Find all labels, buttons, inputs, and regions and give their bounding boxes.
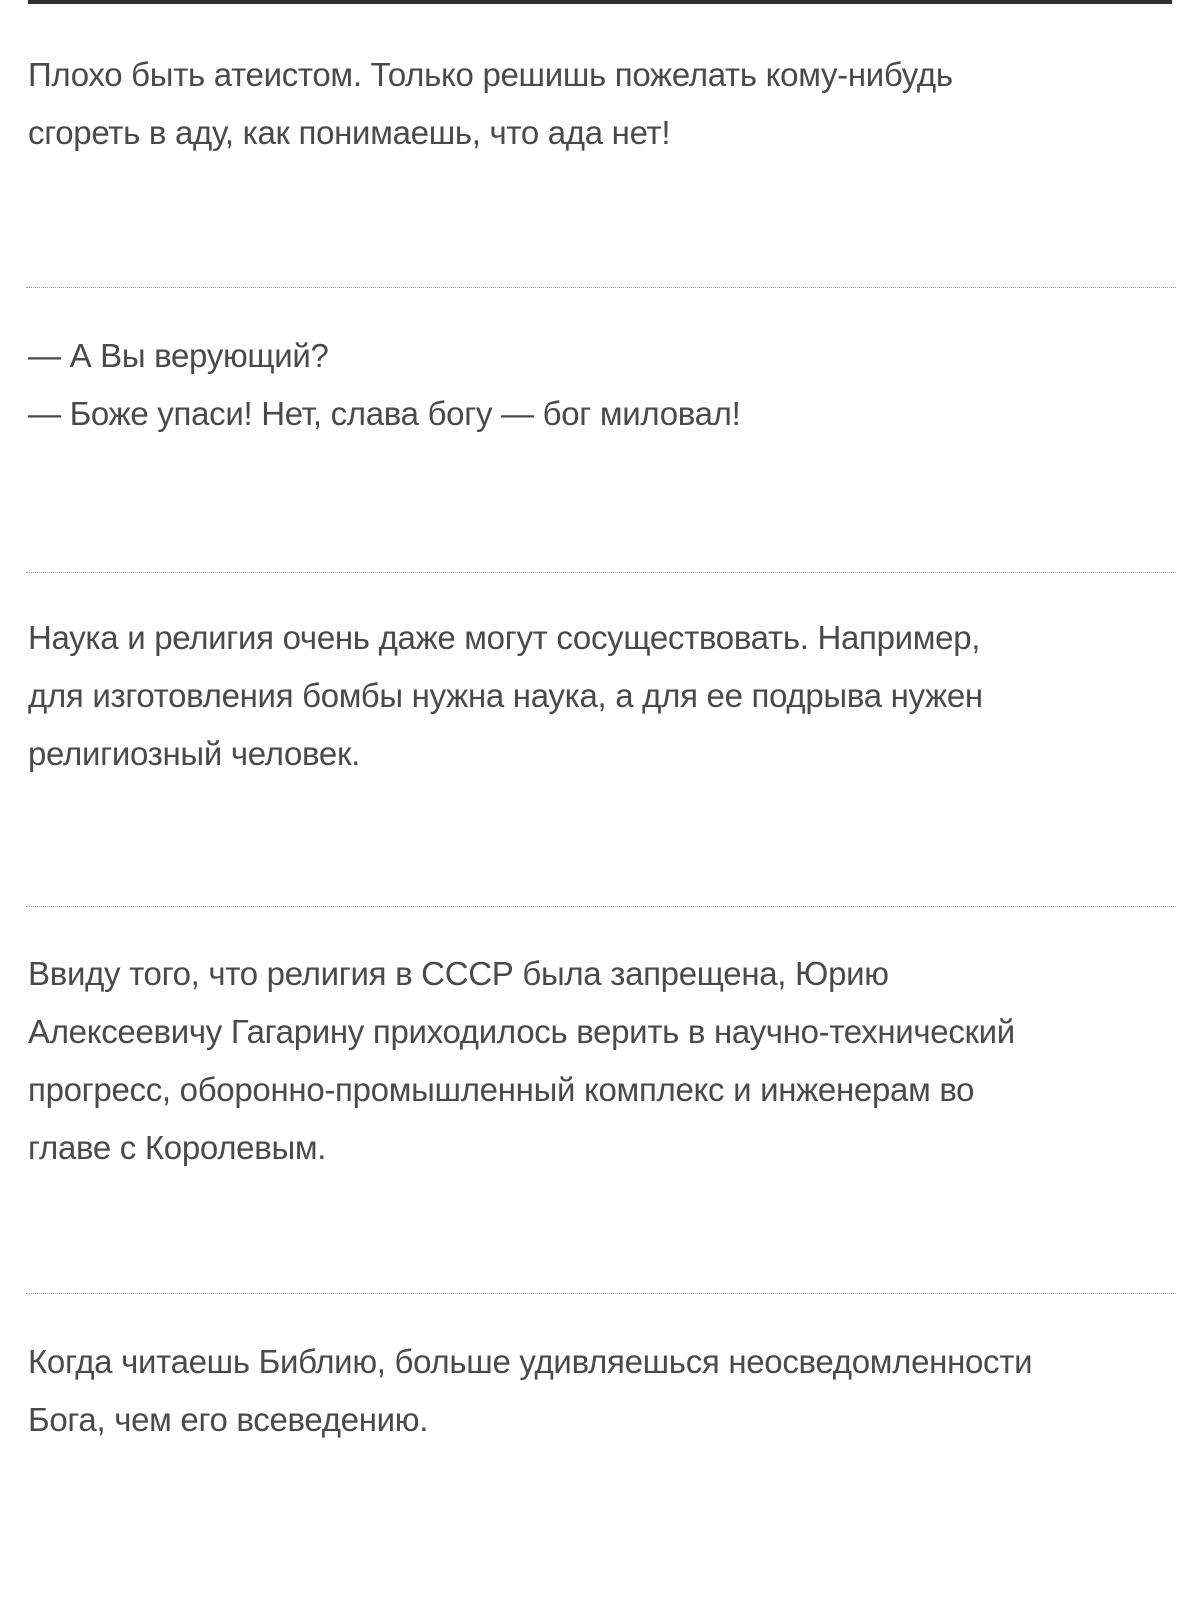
joke-4-line-3: прогресс, оборонно-промышленный комплекс и инженерам во xyxy=(28,1071,975,1108)
joke-separator xyxy=(26,572,1176,573)
joke-5 xyxy=(28,1333,1178,1449)
joke-3 xyxy=(28,609,1178,783)
joke-5-line-1: Когда читаешь Библию, больше удивляешься неосведомленности xyxy=(28,1343,1033,1380)
joke-5-line-2: Бога, чем его всеведению. xyxy=(28,1401,429,1438)
joke-1-line-2: сгореть в аду, как понимаешь, что ада нет! xyxy=(28,114,671,151)
joke-2-line-2: — Боже упаси! Нет, слава богу — бог миловал! xyxy=(28,395,741,432)
joke-1-line-1: Плохо быть атеистом. Только решишь пожелать кому-нибудь xyxy=(28,56,953,93)
joke-separator xyxy=(26,906,1176,907)
top-divider xyxy=(28,0,1172,4)
joke-4-line-1: Ввиду того, что религия в СССР была запрещена, Юрию xyxy=(28,955,889,992)
joke-3-line-1: Наука и религия очень даже могут сосуществовать. Например, xyxy=(28,619,981,656)
joke-1 xyxy=(28,46,1178,162)
joke-4 xyxy=(28,945,1178,1177)
joke-separator xyxy=(26,287,1176,288)
joke-separator xyxy=(26,1293,1176,1294)
joke-2-line-1: — А Вы верующий? xyxy=(28,337,329,374)
joke-3-line-2: для изготовления бомбы нужна наука, а для ее подрыва нужен xyxy=(28,677,983,714)
joke-4-line-2: Алексеевичу Гагарину приходилось верить в научно-технический xyxy=(28,1013,1015,1050)
joke-2 xyxy=(28,327,1178,443)
joke-3-line-3: религиозный человек. xyxy=(28,735,360,772)
joke-4-line-4: главе с Королевым. xyxy=(28,1129,327,1166)
